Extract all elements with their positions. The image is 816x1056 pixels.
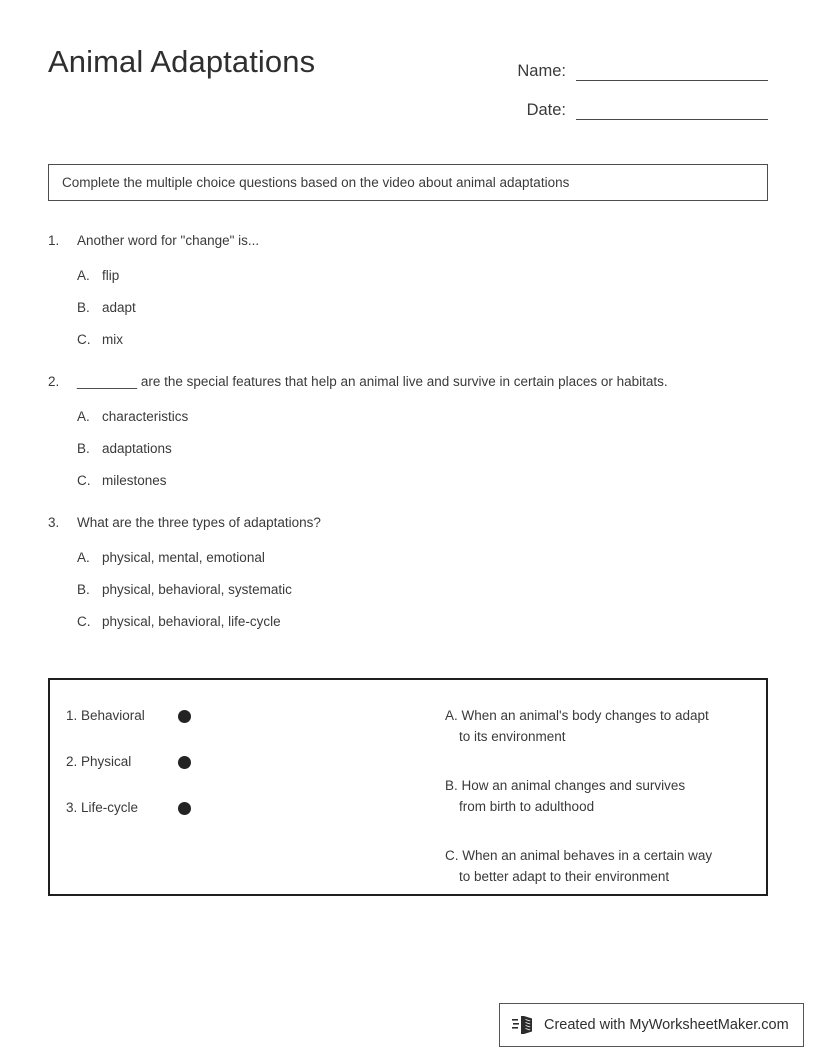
option-text: physical, behavioral, systematic bbox=[102, 582, 292, 597]
matching-left-item bbox=[66, 706, 266, 726]
footer-badge-text: Created with MyWorksheetMaker.com bbox=[544, 1017, 789, 1033]
option-item[interactable] bbox=[77, 440, 768, 458]
fill-in-blank[interactable]: ________ bbox=[77, 374, 138, 389]
question-number: 1. bbox=[48, 233, 60, 248]
option-letter: B. bbox=[77, 300, 90, 315]
matching-right-line1: B. How an animal changes and survives bbox=[445, 778, 686, 793]
matching-right-text bbox=[445, 845, 712, 887]
matching-right-line2: from birth to adulthood bbox=[459, 799, 595, 814]
option-text: physical, mental, emotional bbox=[102, 550, 265, 565]
question-number: 3. bbox=[48, 515, 60, 530]
option-item[interactable] bbox=[77, 472, 768, 490]
footer-badge[interactable] bbox=[499, 1003, 804, 1047]
option-letter: C. bbox=[77, 473, 91, 488]
question-text: Another word for "change" is... bbox=[77, 233, 260, 248]
matching-right-text bbox=[445, 775, 685, 817]
option-text: adaptations bbox=[102, 441, 172, 456]
matching-right-text bbox=[445, 705, 709, 747]
question-options bbox=[48, 549, 768, 631]
option-item[interactable] bbox=[77, 408, 768, 426]
matching-left-label: 2. Physical bbox=[66, 754, 132, 769]
option-letter: B. bbox=[77, 582, 90, 597]
matching-dot-left[interactable] bbox=[178, 756, 191, 769]
matching-right-line1: C. When an animal behaves in a certain way bbox=[445, 848, 713, 863]
date-input-line[interactable] bbox=[576, 98, 768, 120]
option-text: mix bbox=[102, 332, 123, 347]
option-item[interactable] bbox=[77, 267, 768, 285]
matching-left-item bbox=[66, 752, 266, 772]
question-item bbox=[48, 230, 768, 349]
option-text: physical, behavioral, life-cycle bbox=[102, 614, 281, 629]
matching-right-line1: A. When an animal's body changes to adapt bbox=[445, 708, 709, 723]
name-input-line[interactable] bbox=[576, 59, 768, 81]
questions-list bbox=[48, 230, 768, 653]
question-text bbox=[77, 371, 668, 392]
matching-dot-right-wrap bbox=[405, 845, 445, 849]
question-number: 2. bbox=[48, 374, 60, 389]
worksheet-header bbox=[48, 44, 768, 124]
matching-left-column bbox=[66, 706, 266, 844]
matching-left-label: 3. Life-cycle bbox=[66, 800, 139, 815]
option-text: milestones bbox=[102, 473, 167, 488]
option-letter: A. bbox=[77, 268, 90, 283]
option-letter: C. bbox=[77, 614, 91, 629]
matching-right-line2: to its environment bbox=[459, 729, 566, 744]
option-item[interactable] bbox=[77, 299, 768, 317]
question-prompt bbox=[48, 371, 768, 392]
question-options bbox=[48, 408, 768, 490]
option-text: adapt bbox=[102, 300, 136, 315]
matching-right-item bbox=[405, 845, 755, 887]
name-field-row bbox=[478, 48, 768, 81]
option-text: characteristics bbox=[102, 409, 189, 424]
name-field-label: Name: bbox=[517, 62, 566, 80]
option-letter: A. bbox=[77, 409, 90, 424]
question-prompt bbox=[48, 230, 768, 251]
matching-right-item bbox=[405, 705, 755, 747]
date-field-label: Date: bbox=[526, 101, 566, 119]
worksheet-maker-logo-icon bbox=[512, 1012, 538, 1038]
option-letter: C. bbox=[77, 332, 91, 347]
option-letter: A. bbox=[77, 550, 90, 565]
matching-right-line2: to better adapt to their environment bbox=[459, 869, 670, 884]
matching-right-column bbox=[405, 705, 755, 915]
matching-left-label: 1. Behavioral bbox=[66, 708, 145, 723]
instruction-text: Complete the multiple choice questions based on the video about animal adaptations bbox=[62, 174, 570, 190]
question-item bbox=[48, 512, 768, 631]
option-item[interactable] bbox=[77, 331, 768, 349]
matching-right-item bbox=[405, 775, 755, 817]
instruction-box bbox=[48, 164, 768, 201]
matching-dot-left[interactable] bbox=[178, 710, 191, 723]
option-item[interactable] bbox=[77, 549, 768, 567]
matching-exercise-box bbox=[48, 678, 768, 896]
date-field-row bbox=[478, 87, 768, 120]
matching-dot-right-wrap bbox=[405, 775, 445, 779]
page-title: Animal Adaptations bbox=[48, 44, 316, 79]
matching-dot-right-wrap bbox=[405, 705, 445, 709]
question-text-remainder: are the special features that help an animal live and survive in certain places or habitats. bbox=[137, 374, 668, 389]
option-item[interactable] bbox=[77, 613, 768, 631]
question-prompt bbox=[48, 512, 768, 533]
matching-left-item bbox=[66, 798, 266, 818]
question-text: What are the three types of adaptations? bbox=[77, 515, 321, 530]
option-item[interactable] bbox=[77, 581, 768, 599]
student-fields bbox=[478, 48, 768, 126]
option-text: flip bbox=[102, 268, 120, 283]
matching-dot-left[interactable] bbox=[178, 802, 191, 815]
question-options bbox=[48, 267, 768, 349]
option-letter: B. bbox=[77, 441, 90, 456]
question-item bbox=[48, 371, 768, 490]
